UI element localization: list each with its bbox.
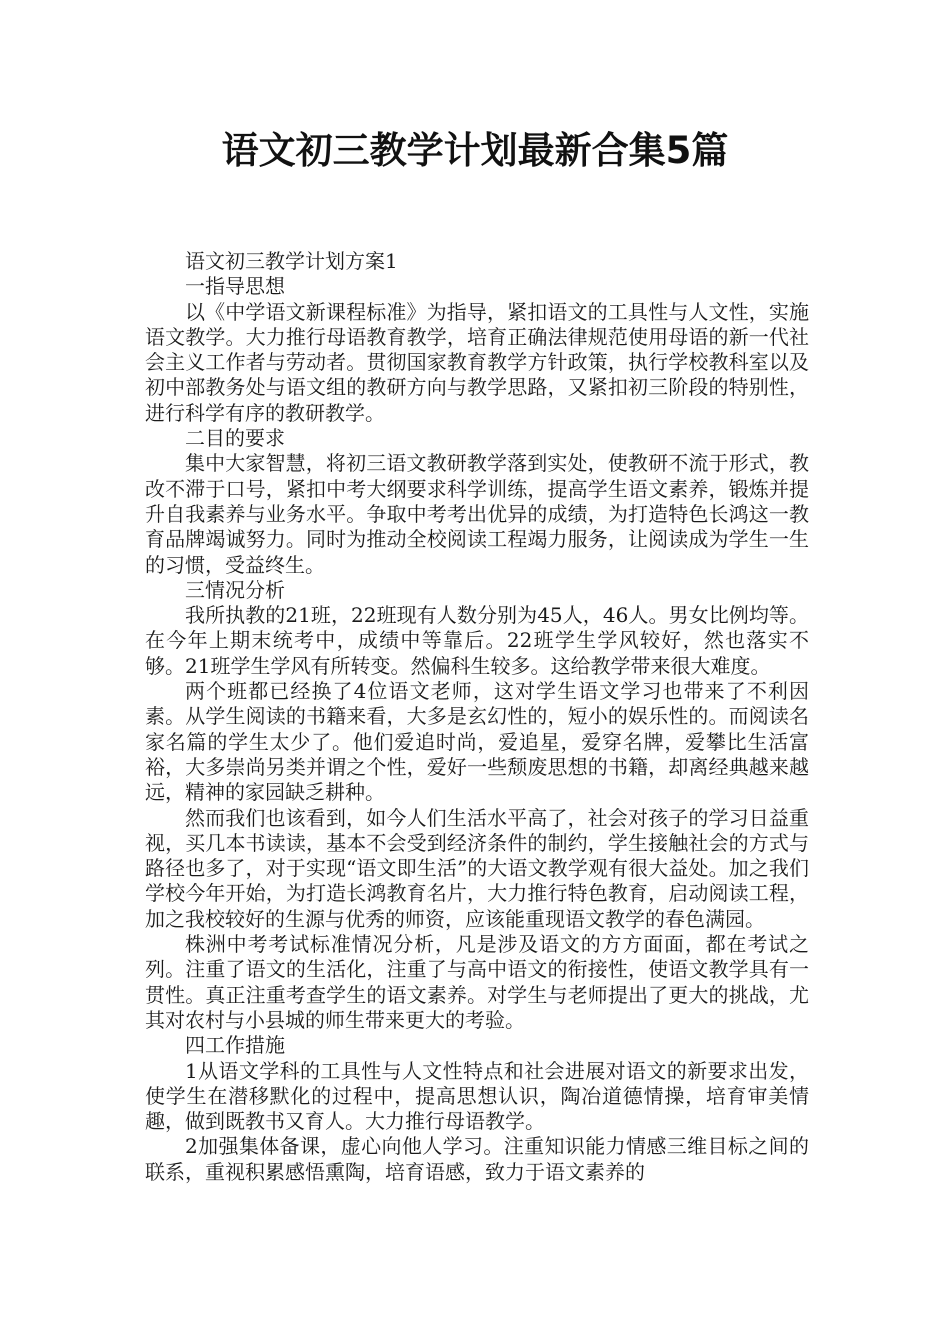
paragraph-measure-1: 1从语文学科的工具性与人文性特点和社会进展对语文的新要求出发，使学生在潜移默化的过程中，提高思想认识，陶冶道德情操，培育审美情趣，做到既教书又育人。大力推行母语教学。 (145, 1058, 809, 1134)
paragraph-exam-analysis: 株洲中考考试标准情况分析，凡是涉及语文的方方面面，都在考试之列。注重了语文的生活化，注重了与高中语文的衔接性，使语文教学具有一贯性。真正注重考查学生的语文素养。对学生与老师提出了更大的挑战，尤其对农村与小县城的师生带来更大的考验。 (145, 932, 809, 1032)
section-heading-guiding-ideology: 一指导思想 (185, 274, 285, 299)
paragraph-measure-2: 2加强集体备课，虚心向他人学习。注重知识能力情感三维目标之间的联系，重视积累感悟熏陶，培育语感，致力于语文素养的 (145, 1134, 809, 1184)
document-body (145, 249, 809, 1185)
paragraph-reading-habits: 两个班都已经换了4位语文老师，这对学生语文学习也带来了不利因素。从学生阅读的书籍来看，大多是玄幻性的，短小的娱乐性的。而阅读名家名篇的学生太少了。他们爱追时尚，爱追星，爱穿名牌，爱攀比生活富裕，大多崇尚另类并谓之个性，爱好一些颓废思想的书籍，却离经典越来越远，精神的家园缺乏耕种。 (145, 679, 809, 805)
paragraph-class-situation: 我所执教的21班，22班现有人数分别为45人，46人。男女比例均等。在今年上期末统考中，成绩中等靠后。22班学生学风较好，然也落实不够。21班学生学风有所转变。然偏科生较多。这给教学带来很大难度。 (145, 603, 809, 678)
document-title: 语文初三教学计划最新合集5篇 (221, 129, 729, 172)
section-heading-work-measures: 四工作措施 (185, 1033, 285, 1058)
section-heading-plan-1: 语文初三教学计划方案1 (185, 249, 398, 273)
paragraph-objectives: 集中大家智慧，将初三语文教研教学落到实处，使教研不流于形式，教改不滞于口号，紧扣中考大纲要求科学训练，提高学生语文素养，锻炼并提升自我素养与业务水平。争取中考考出优异的成绩，为打造特色长鸿这一教育品牌竭诚努力。同时为推动全校阅读工程竭力服务，让阅读成为学生一生的习惯，受益终生。 (145, 451, 809, 577)
section-heading-situation-analysis: 三情况分析 (185, 577, 285, 602)
section-heading-objectives: 二目的要求 (185, 426, 285, 451)
paragraph-opportunities: 然而我们也该看到，如今人们生活水平高了，社会对孩子的学习日益重视，买几本书读读，基本不会受到经济条件的制约，学生接触社会的方式与路径也多了，对于实现“语文即生活”的大语文教学观有很大益处。加之我们学校今年开始，为打造长鸿教育名片，大力推行特色教育，启动阅读工程，加之我校较好的生源与优秀的师资，应该能重现语文教学的春色满园。 (145, 805, 809, 931)
paragraph-guiding-ideology: 以《中学语文新课程标准》为指导，紧扣语文的工具性与人文性，实施语文教学。大力推行母语教育教学，培育正确法律规范使用母语的新一代社会主义工作者与劳动者。贯彻国家教育教学方针政策，执行学校教科室以及初中部教务处与语文组的教研方向与教学思路，又紧扣初三阶段的特别性，进行科学有序的教研教学。 (145, 299, 809, 425)
